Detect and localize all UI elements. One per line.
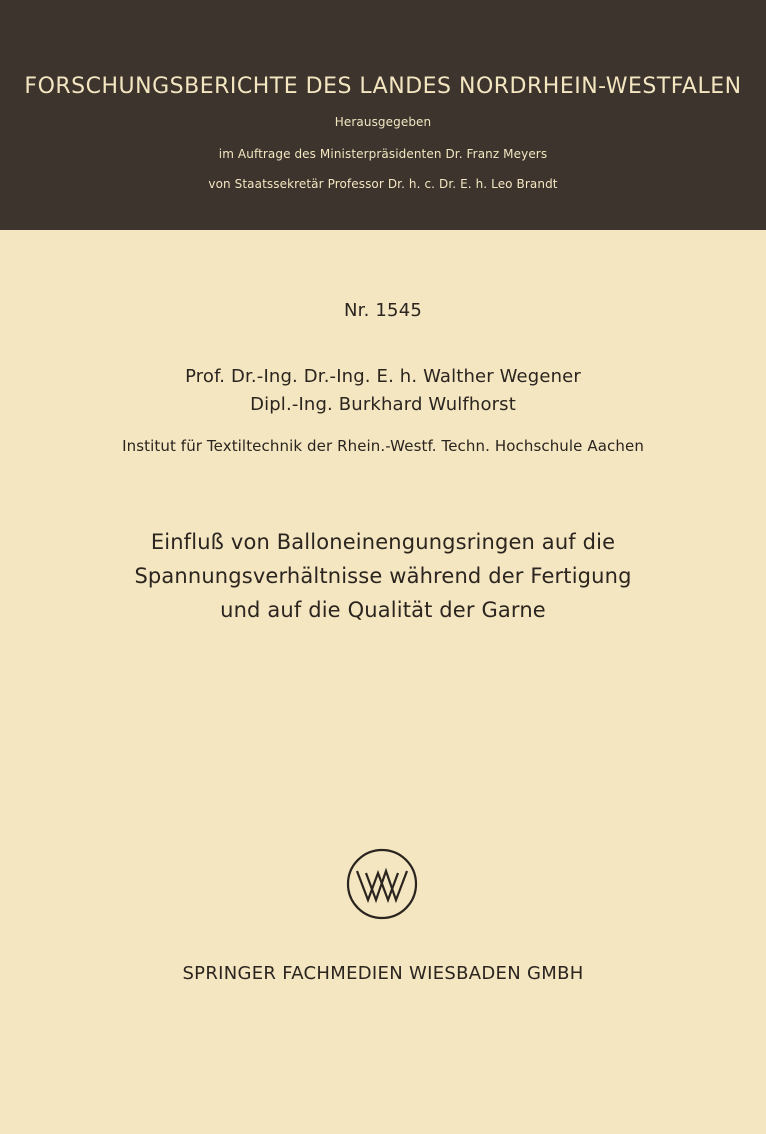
author-1: Prof. Dr.-Ing. Dr.-Ing. E. h. Walther Wegener — [185, 366, 581, 387]
institute: Institut für Textiltechnik der Rhein.-Westf. Techn. Hochschule Aachen — [122, 437, 644, 455]
editor-line-2: im Auftrage des Ministerpräsidenten Dr. Franz Meyers — [218, 147, 548, 161]
report-title-line-3: und auf die Qualität der Garne — [220, 598, 546, 622]
editor-line-1: Herausgegeben — [334, 115, 432, 129]
publisher-name: SPRINGER FACHMEDIEN WIESBADEN GMBH — [182, 963, 584, 984]
series-title: FORSCHUNGSBERICHTE DES LANDES NORDRHEIN-WESTFALEN — [24, 74, 742, 99]
editor-line-3: von Staatssekretär Professor Dr. h. c. Dr. E. h. Leo Brandt — [208, 177, 558, 191]
author-2: Dipl.-Ing. Burkhard Wulfhorst — [250, 394, 516, 415]
report-number: Nr. 1545 — [343, 300, 423, 321]
report-title-line-1: Einfluß von Balloneinengungsringen auf die — [150, 530, 616, 554]
series-header-band — [0, 0, 766, 230]
report-title-line-2: Spannungsverhältnisse während der Fertigung — [134, 564, 632, 588]
publisher-logo-icon — [345, 847, 419, 921]
